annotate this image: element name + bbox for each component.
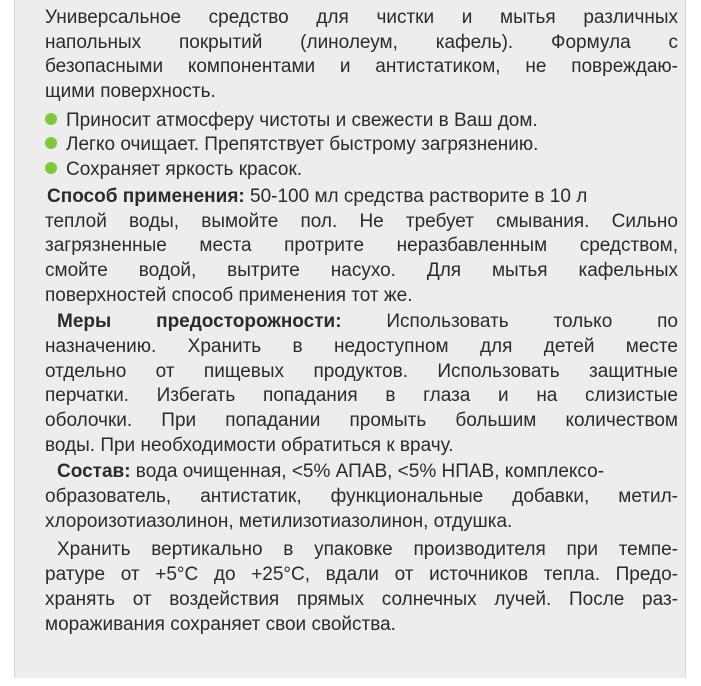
text-line: мораживания сохраняет свои свойства.	[45, 613, 396, 635]
bullet-icon	[45, 137, 57, 149]
precautions-heading: Меры предосторожности:	[57, 311, 342, 333]
bullet-icon	[45, 162, 57, 174]
usage-heading: Способ применения:	[47, 185, 245, 207]
text-line: смойте водой, вытрите насухо. Для мытья кафельных	[45, 259, 678, 281]
text-line: хлороизотиазолинон, метилизотиазолинон, отдушка.	[45, 510, 513, 532]
precautions-first-text: Использовать только по	[341, 311, 678, 333]
precautions-first-line	[45, 310, 678, 335]
list-item	[45, 133, 678, 158]
precautions-section	[45, 310, 678, 458]
list-item	[45, 158, 678, 183]
bullet-icon	[45, 113, 57, 125]
intro-paragraph	[45, 6, 678, 105]
usage-section	[45, 185, 678, 308]
text-line: Универсальное средство для чистки и мытья различных	[45, 7, 678, 28]
text-line: теплой воды, вымойте пол. Не требует смывания. Сильно	[45, 210, 678, 232]
text-line: воды. При необходимости обратиться к врачу.	[45, 434, 454, 456]
text-line: Хранить вертикально в упаковке производителя при темпе-	[57, 539, 678, 561]
label-panel	[14, 0, 686, 678]
composition-first-text: вода очищенная, <5% АПАВ, <5% НПАВ, комплексо-	[130, 461, 605, 483]
text-line: перчатки. Избегать попадания в глаза и на слизистые	[45, 385, 678, 407]
text-line: отдельно от пищевых продуктов. Использовать защитные	[45, 360, 678, 382]
text-line: назначению. Хранить в недоступном для детей месте	[45, 335, 678, 357]
storage-section	[45, 538, 678, 637]
benefits-list	[45, 109, 678, 183]
composition-section	[45, 460, 678, 534]
usage-first-line	[45, 185, 678, 210]
list-item-text: Сохраняет яркость красок.	[66, 159, 303, 181]
composition-first-line	[45, 460, 678, 485]
text-line: оболочки. При попадании промыть большим количеством	[45, 410, 678, 431]
text-line: безопасными компонентами и антистатиком, не повреждаю-	[45, 56, 678, 78]
text-line: напольных покрытий (линолеум, кафель). Формула с	[45, 31, 678, 53]
list-item	[45, 109, 678, 134]
composition-heading: Состав:	[57, 461, 131, 483]
text-line: загрязненные места протрите неразбавленным средством,	[45, 235, 678, 257]
text-line: щими поверхность.	[45, 81, 216, 103]
list-item-text: Легко очищает. Препятствует быстрому загрязнению.	[66, 134, 539, 156]
text-line: образователь, антистатик, функциональные добавки, метил-	[45, 486, 678, 508]
product-description	[45, 6, 678, 637]
text-line: ратуре от +5°С до +25°С, вдали от источников тепла. Предо-	[45, 564, 678, 586]
text-line: хранять от воздействия прямых солнечных лучей. После раз-	[45, 588, 678, 610]
usage-first-text: 50-100 мл средства растворите в 10 л	[244, 185, 588, 207]
list-item-text: Приносит атмосферу чистоты и свежести в Ваш дом.	[66, 109, 538, 131]
text-line: поверхностей способ применения тот же.	[45, 284, 413, 306]
